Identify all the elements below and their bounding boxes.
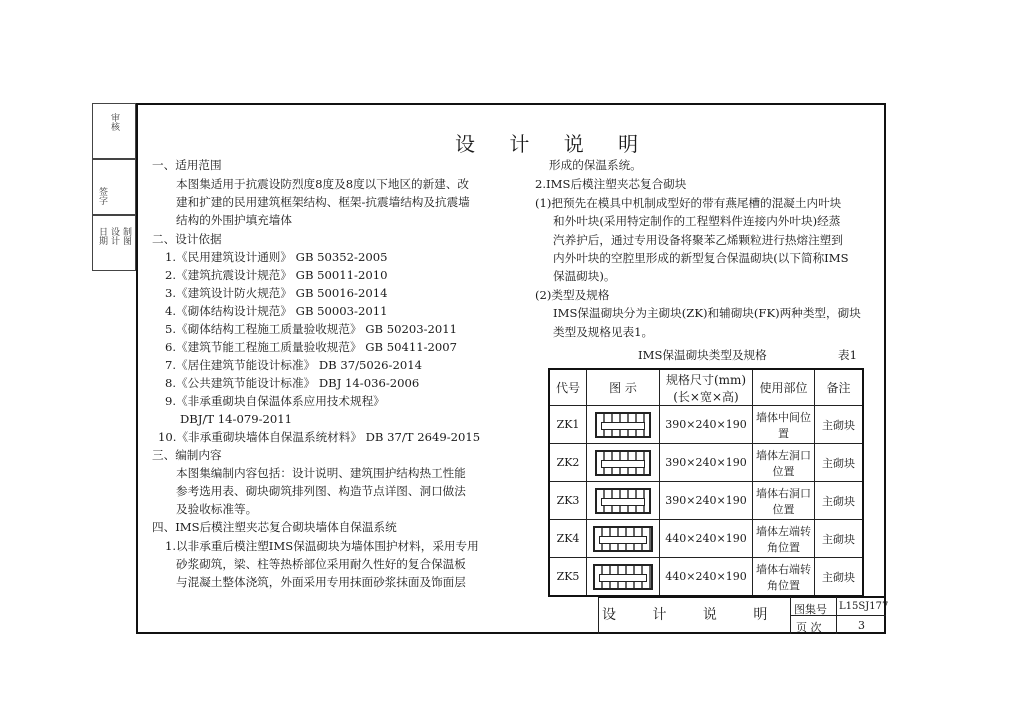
table-header-row <box>549 369 863 406</box>
body-line: 和外叶块(采用特定制作的工程塑料件连接内外叶块)经蒸 <box>553 214 841 228</box>
body-line: 结构的外围护填充墙体 <box>176 213 292 227</box>
cell-figure <box>587 482 660 520</box>
cell-code: ZK2 <box>549 444 587 482</box>
body-line: 保温砌块)。 <box>553 269 616 283</box>
cell-note: 主砌块 <box>815 444 864 482</box>
header-size-sub: (长×宽×高) <box>673 389 739 404</box>
block-diagram-icon <box>593 526 653 552</box>
reference-item: 6.《建筑节能工程施工质量验收规范》 GB 50411-2007 <box>165 340 458 354</box>
atlas-label: 图集号 <box>794 603 827 616</box>
body-line: 砂浆砌筑，梁、柱等热桥部位采用耐久性好的复合保温板 <box>176 557 466 571</box>
table-row <box>549 558 863 597</box>
cell-code: ZK4 <box>549 520 587 558</box>
body-line: IMS保温砌块分为主砌块(ZK)和辅砌块(FK)两种类型，砌块 <box>553 306 861 320</box>
header-position: 使用部位 <box>753 369 815 406</box>
header-note: 备注 <box>815 369 864 406</box>
cell-figure <box>587 406 660 444</box>
body-line: 汽养护后，通过专用设备将聚苯乙烯颗粒进行热熔注塑到 <box>553 233 843 247</box>
document-title: 设 计 说 明 <box>455 132 653 156</box>
cell-position: 墙体左端转角位置 <box>753 520 815 558</box>
cell-figure <box>587 520 660 558</box>
section-heading: 三、编制内容 <box>152 448 222 462</box>
table-number: 表1 <box>838 348 857 362</box>
body-line: 建和扩建的民用建筑框架结构、框架-抗震墙结构及抗震墙 <box>176 195 470 209</box>
header-size <box>660 369 753 406</box>
table-row <box>549 406 863 444</box>
block-diagram-icon <box>593 564 653 590</box>
cell-position: 墙体右洞口位置 <box>753 482 815 520</box>
block-diagram-icon <box>595 488 651 514</box>
cell-size: 390×240×190 <box>660 406 753 444</box>
table-row <box>549 520 863 558</box>
body-line: 本图集适用于抗震设防烈度8度及8度以下地区的新建、改 <box>176 177 470 191</box>
cell-note: 主砌块 <box>815 406 864 444</box>
cell-note: 主砌块 <box>815 558 864 597</box>
body-line: 1.以非承重后模注塑IMS保温砌块为墙体围护材料，采用专用 <box>165 539 479 553</box>
body-line: 类型及规格见表1。 <box>553 325 654 339</box>
header-size-label: 规格尺寸(mm) <box>665 372 747 387</box>
stamp-box <box>92 103 136 159</box>
body-line: 及验收标准等。 <box>176 502 258 516</box>
body-line: 与混凝土整体浇筑，外面采用专用抹面砂浆抹面及饰面层 <box>176 575 466 589</box>
body-line: 参考选用表、砌块砌筑排列图、构造节点详图、洞口做法 <box>176 484 466 498</box>
reference-item: 1.《民用建筑设计通则》 GB 50352-2005 <box>165 250 388 264</box>
cell-size: 390×240×190 <box>660 482 753 520</box>
cell-note: 主砌块 <box>815 482 864 520</box>
header-code: 代号 <box>549 369 587 406</box>
stamp-label: 签字 <box>97 187 107 205</box>
section-heading: 二、设计依据 <box>152 232 222 246</box>
cell-size: 390×240×190 <box>660 444 753 482</box>
stamp-label: 制图 <box>121 227 131 245</box>
cell-figure <box>587 558 660 597</box>
cell-code: ZK1 <box>549 406 587 444</box>
reference-item: 8.《公共建筑节能设计标准》 DBJ 14-036-2006 <box>165 376 420 390</box>
body-line: 内外叶块的空腔里形成的新型复合保温砌块(以下简称IMS <box>553 251 849 265</box>
table-caption: IMS保温砌块类型及规格 <box>638 348 767 362</box>
body-line: 形成的保温系统。 <box>549 158 642 172</box>
reference-item: 4.《砌体结构设计规范》 GB 50003-2011 <box>165 304 388 318</box>
cell-note: 主砌块 <box>815 520 864 558</box>
block-diagram-icon <box>595 412 651 438</box>
body-line: (1)把预先在模具中机制成型好的带有燕尾槽的混凝土内叶块 <box>535 196 842 210</box>
page-label: 页 次 <box>796 621 822 634</box>
cell-position: 墙体左洞口位置 <box>753 444 815 482</box>
section-heading: 2.IMS后模注塑夹芯复合砌块 <box>535 177 687 191</box>
stamp-label: 审核 <box>109 113 119 131</box>
reference-item: 10.《非承重砌块墙体自保温系统材料》 DB 37/T 2649-2015 <box>158 430 481 444</box>
block-spec-table <box>548 368 864 597</box>
cell-code: ZK3 <box>549 482 587 520</box>
table-row <box>549 444 863 482</box>
cell-size: 440×240×190 <box>660 520 753 558</box>
cell-figure <box>587 444 660 482</box>
section-heading: 四、IMS后模注塑夹芯复合砌块墙体自保温系统 <box>152 520 397 534</box>
table-row <box>549 482 863 520</box>
reference-item: 3.《建筑设计防火规范》 GB 50016-2014 <box>165 286 388 300</box>
cell-position: 墙体中间位置 <box>753 406 815 444</box>
cell-code: ZK5 <box>549 558 587 597</box>
reference-item: 7.《居住建筑节能设计标准》 DB 37/5026-2014 <box>165 358 422 372</box>
title-block-name: 设 计 说 明 <box>602 607 784 623</box>
cell-position: 墙体右端转角位置 <box>753 558 815 597</box>
body-line: 本图集编制内容包括：设计说明、建筑围护结构热工性能 <box>176 466 466 480</box>
section-heading: (2)类型及规格 <box>535 288 610 302</box>
section-heading: 一、适用范围 <box>152 158 222 172</box>
page-value: 3 <box>858 619 865 632</box>
stamp-label: 日期 <box>97 227 107 245</box>
header-figure: 图 示 <box>587 369 660 406</box>
reference-item: DBJ/T 14-079-2011 <box>180 412 293 426</box>
reference-item: 2.《建筑抗震设计规范》 GB 50011-2010 <box>165 268 388 282</box>
atlas-value: L15SJ177 <box>839 601 889 612</box>
reference-item: 9.《非承重砌块自保温体系应用技术规程》 <box>165 394 385 408</box>
cell-size: 440×240×190 <box>660 558 753 597</box>
stamp-label: 设计 <box>109 227 119 245</box>
block-diagram-icon <box>595 450 651 476</box>
reference-item: 5.《砌体结构工程施工质量验收规范》 GB 50203-2011 <box>165 322 458 336</box>
side-stamp <box>92 103 136 271</box>
